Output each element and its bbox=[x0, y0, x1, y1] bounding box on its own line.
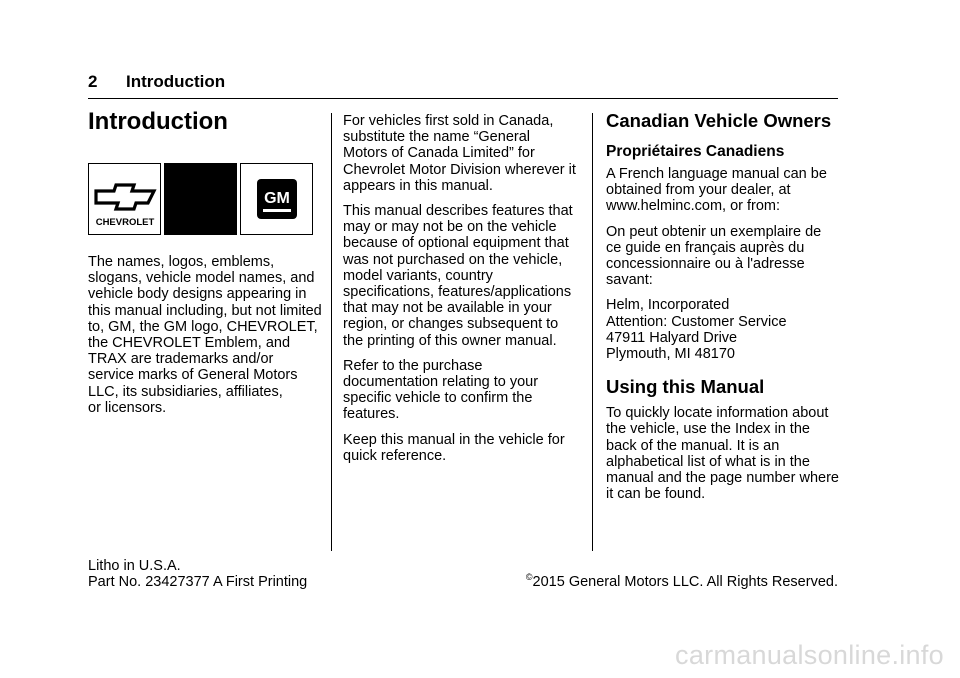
column-divider-1 bbox=[331, 113, 332, 551]
page-title: Introduction bbox=[88, 108, 228, 135]
black-emblem-box bbox=[164, 163, 237, 235]
french-text-paragraph: On peut obtenir un exemplaire de ce guide en français auprès du concessionnaire ou à l'adresse savant: bbox=[606, 223, 822, 289]
proprietaires-heading: Propriétaires Canadiens bbox=[606, 143, 785, 160]
part-number: Part No. 23427377 A First Printing bbox=[88, 574, 308, 590]
keep-manual-paragraph: Keep this manual in the vehicle for quick reference. bbox=[343, 431, 565, 464]
page-number: 2 bbox=[88, 72, 98, 91]
using-manual-paragraph: To quickly locate information about the vehicle, use the Index in the back of the manual. It is an alphabetical list of what is in the manual and the page number where it can be found. bbox=[606, 405, 839, 503]
canada-paragraph: For vehicles first sold in Canada, substitute the name “General Motors of Canada Limited” for Chevrolet Motor Division wherever it appears in this manual. bbox=[343, 113, 576, 194]
header-rule bbox=[88, 98, 838, 99]
column-divider-2 bbox=[592, 113, 593, 551]
column-2 bbox=[343, 113, 581, 473]
section-title: Introduction bbox=[126, 72, 226, 91]
trademark-paragraph: The names, logos, emblems, slogans, vehicle model names, and vehicle body designs appearing in this manual including, but not limited to, GM, the GM logo, CHEVROLET, the CHEVROLET Emblem, and TRAX are trademarks and/or service marks of General Motors LLC, its subsidiaries, affiliates, or licensors. bbox=[88, 254, 322, 416]
column-1 bbox=[88, 108, 324, 136]
footer-right bbox=[526, 569, 838, 590]
brand-logos bbox=[88, 163, 313, 235]
column-3 bbox=[606, 110, 842, 511]
helm-address: Helm, Incorporated Attention: Customer Service 47911 Halyard Drive Plymouth, MI 48170 bbox=[606, 297, 787, 363]
purchase-paragraph: Refer to the purchase documentation relating to your specific vehicle to confirm the features. bbox=[343, 357, 539, 423]
copyright-symbol: © bbox=[525, 572, 533, 582]
using-manual-heading: Using this Manual bbox=[606, 376, 765, 398]
chevrolet-logo-text: CHEVROLET bbox=[95, 217, 154, 228]
features-paragraph: This manual describes features that may or may not be on the vehicle because of optional equipment that was not purchased on the vehicle, model variants, country specifications, features/applications that may not be available in your region, or changes subsequent to the printing of this owner manual. bbox=[343, 203, 573, 349]
watermark: carmanualsonline.info bbox=[675, 640, 944, 670]
gm-logo-text: GM bbox=[263, 190, 290, 207]
page-header bbox=[88, 72, 225, 92]
footer-left bbox=[88, 558, 307, 590]
gm-logo bbox=[240, 163, 313, 235]
copyright-text: 2015 General Motors LLC. All Rights Reserved. bbox=[532, 573, 838, 590]
trademark-notice bbox=[88, 254, 324, 425]
litho-text: Litho in U.S.A. bbox=[88, 558, 181, 574]
canadian-owners-heading: Canadian Vehicle Owners bbox=[606, 110, 832, 131]
french-manual-paragraph: A French language manual can be obtained from your dealer, at www.helminc.com, or from: bbox=[606, 166, 827, 215]
chevrolet-logo bbox=[88, 163, 161, 235]
